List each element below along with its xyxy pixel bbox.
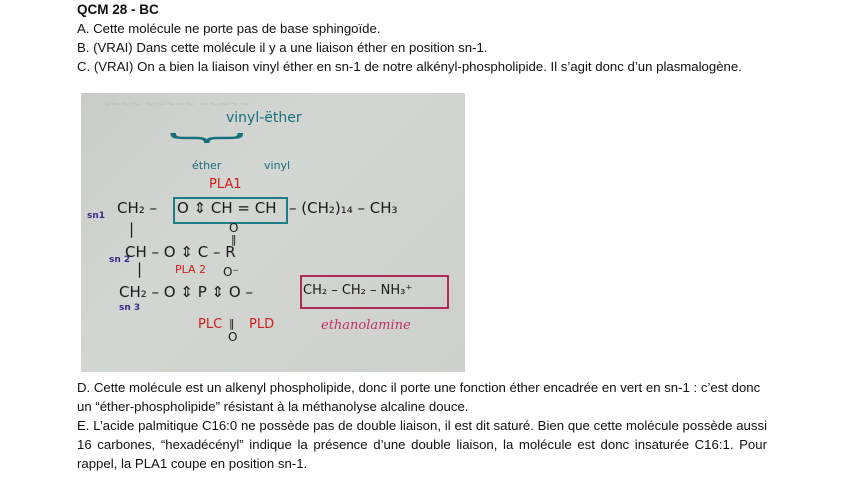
- row1-right: – (CH₂)₁₄ – CH₃: [289, 199, 398, 217]
- label-ethanolamine: ethanolamine: [321, 318, 411, 333]
- label-sn3: sn 3: [119, 303, 141, 313]
- label-pla2: PLA 2: [175, 263, 207, 276]
- bond-2: |: [137, 260, 143, 278]
- phosphate-double: ‖: [229, 317, 235, 330]
- row3-box: CH₂ – CH₂ – NH₃⁺: [303, 283, 413, 298]
- row2: CH – O ⇕ C – R: [125, 243, 236, 261]
- answer-d: D. Cette molécule est un alkenyl phospholipide, donc il porte une fonction éther encadrée en vert en sn-1 : c’est donc un “éther-phospholipide” résistant à la méthanolyse alcaline douce.: [77, 380, 761, 414]
- carbonyl-o: O: [229, 221, 239, 235]
- molecule-photo: [81, 93, 465, 372]
- brace-icon: }: [162, 129, 253, 147]
- bleed-through-text: ~~~~ ~~~~~ ~~~~~: [101, 97, 250, 111]
- answer-a: A. Cette molécule ne porte pas de base sphingoïde.: [77, 21, 381, 36]
- label-sn2: sn 2: [109, 255, 131, 265]
- answer-b: B. (VRAI) Dans cette molécule il y a une liaison éther en position sn-1.: [77, 40, 488, 55]
- label-pld: PLD: [249, 317, 275, 332]
- document-top: [77, 0, 767, 76]
- label-sn1: sn1: [87, 211, 106, 221]
- bond-1: |: [129, 220, 135, 238]
- carbonyl-double: ‖: [231, 233, 237, 246]
- label-ether: éther: [192, 159, 222, 172]
- answer-e: E. L’acide palmitique C16:0 ne possède pas de double liaison, il est dit saturé. Bien que cette molécule possède aussi 16 carbones, “hexadécényl” indique la présence d’une double liaison, la molécule est donc insaturée C16:1. Pour rappel, la PLA1 coupe en position sn-1.: [77, 418, 767, 471]
- answer-c: C. (VRAI) On a bien la liaison vinyl éther en sn-1 de notre alkényl-phospholipide. Il s’agit donc d’un plasmalogène.: [77, 59, 742, 74]
- o-minus: O⁻: [223, 265, 239, 279]
- phosphate-o: O: [228, 330, 238, 344]
- label-pla1: PLA1: [209, 177, 242, 192]
- document-bottom: [77, 378, 767, 473]
- label-vinyl-ether: vinyl-ëther: [226, 110, 302, 126]
- label-plc: PLC: [198, 317, 223, 332]
- label-vinyl: vinyl: [264, 159, 291, 172]
- row3-left: CH₂ – O ⇕ P ⇕ O –: [119, 283, 253, 301]
- question-title: QCM 28 - BC: [77, 2, 159, 17]
- row1-left: CH₂ –: [117, 199, 158, 217]
- row1-box: O ⇕ CH = CH: [177, 199, 277, 217]
